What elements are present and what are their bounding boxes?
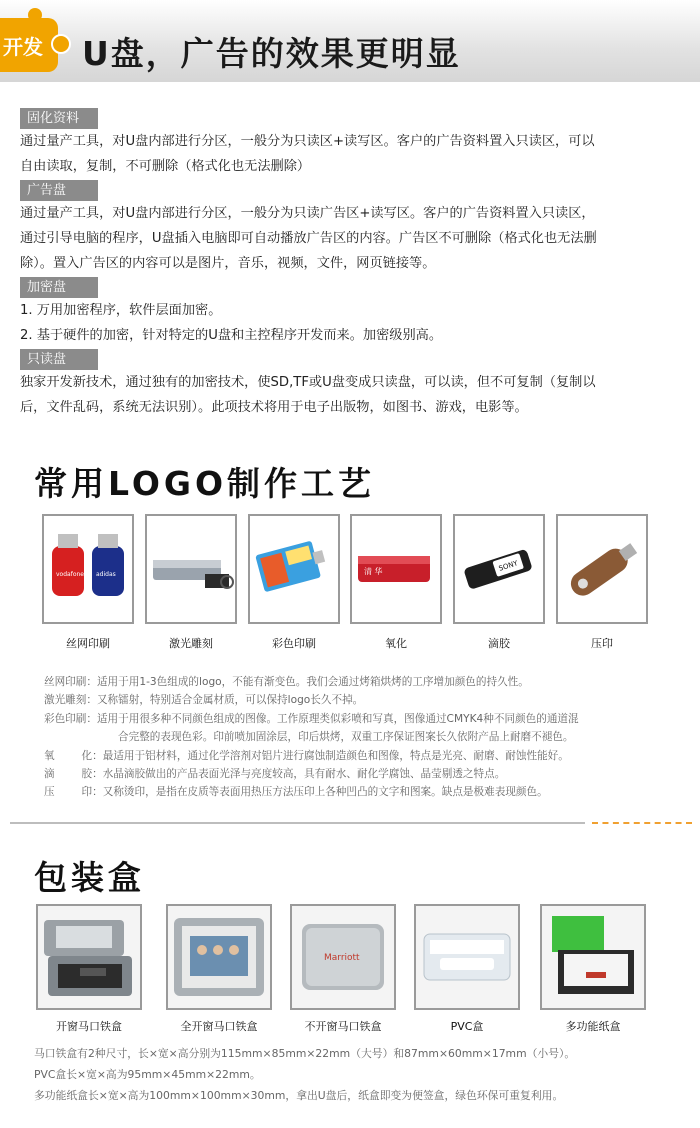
red-blue-usb-drives-icon [44,516,132,622]
desc-text: 合完整的表现色彩。印前喷加固涂层，印后烘烤，双重工序保证图案长久依附产品上耐磨不褪色。 [118,731,574,744]
logo-tile-silkscreen [42,514,134,624]
text-line: 2. 基于硬件的加密，针对特定的U盘和主控程序开发而来。加密级别高。 [20,328,443,343]
logo-label: 激光雕刻 [169,637,213,650]
text-line: 独家开发新技术，通过独有的加密技术，使SD,TF或U盘变成只读盘，可以读，但不可复制（复制以 [20,375,596,390]
text-line: 自由读取，复制，不可删除（格式化也无法删除） [20,159,311,174]
logo-tile-laser [145,514,237,624]
desc-row [44,747,579,765]
section-text-solidify [20,129,692,179]
desc-term: 氧 化 [44,749,93,762]
svg-text:adidas: adidas [96,571,116,578]
section-label-solidify: 固化资料 [20,108,98,129]
red-aluminum-usb-icon [352,516,440,622]
desc-term: 丝网印刷 [44,676,87,688]
section-label-readonly: 只读盘 [20,349,98,370]
full-window-tin-box-icon [168,906,270,1008]
black-epoxy-usb-icon [455,516,543,622]
desc-row [44,691,579,709]
logo-desc-list [44,673,579,802]
box-label: 多功能纸盒 [565,1020,621,1033]
desc-term: 彩色印刷 [44,712,87,725]
svg-text:清 华: 清 华 [364,567,383,576]
desc-term: 压 印 [44,786,93,799]
desc-row [44,765,579,783]
box-tile-open-window [36,904,142,1010]
logo-label: 丝网印刷 [66,637,110,650]
logo-tile-oxidation [350,514,442,624]
section-text-encrypt [20,298,692,348]
logo-tile-colorprint [248,514,340,624]
desc-text: ：适用于用1-3色组成的logo，不能有渐变色。我们会通过烤箱烘烤的工序增加颜色的持久性。 [86,676,529,688]
section-label-encrypt: 加密盘 [20,277,98,298]
pvc-box-icon [416,906,518,1008]
svg-text:SONY: SONY [497,559,519,573]
desc-row [44,783,579,801]
box-label: 全开窗马口铁盒 [180,1020,258,1033]
box-section-title: 包装盒 [34,858,145,897]
desc-row [44,728,579,746]
card-usb-icon [250,516,338,622]
section-label-ad: 广告盘 [20,180,98,201]
desc-text: ：又称镭射，特别适合金属材质，可以保持logo长久不掉。 [86,694,364,707]
divider [10,822,585,824]
logo-tile-epoxy [453,514,545,624]
metal-swivel-usb-icon [147,516,235,622]
text-line: 通过引导电脑的程序，U盘插入电脑即可自动播放广告区的内容。广告区不可删除（格式化也无法删 [20,231,597,246]
closed-tin-box-icon [292,906,394,1008]
text-line: 通过量产工具，对U盘内部进行分区，一般分为只读区+读写区。客户的广告资料置入只读区，可以 [20,134,595,149]
box-tile-closed [290,904,396,1010]
logo-label: 氧化 [385,637,407,650]
box-tile-paper [540,904,646,1010]
divider-accent [592,822,692,824]
box-label: PVC盒 [450,1020,484,1033]
puzzle-knob-icon [51,34,71,54]
text-line: 除）。置入广告区的内容可以是图片，音乐，视频，文件，网页链接等。 [20,256,436,271]
logo-tile-emboss [556,514,648,624]
box-tile-full-window [166,904,272,1010]
leather-usb-icon [558,516,646,622]
desc-text: ：又称烫印，是指在皮质等表面用热压方法压印上各种凹凸的文字和图案。缺点是极难表现颜色。 [92,786,548,799]
desc-text: ：适用于用很多种不同颜色组成的图像。工作原理类似彩喷和写真，图像通过CMYK4种不同颜色的通道混 [86,712,579,725]
box-note: PVC盒长×宽×高为95mm×45mm×22mm。 [34,1068,261,1081]
desc-text: ：最适用于铝材料，通过化学溶剂对铝片进行腐蚀制造颜色和图像，特点是光亮、耐磨、耐蚀性能好。 [92,749,569,762]
box-label: 不开窗马口铁盒 [304,1020,382,1033]
logo-section-title: 常用LOGO制作工艺 [34,464,376,503]
svg-text:vodafone: vodafone [56,571,84,578]
header-banner [0,0,700,82]
svg-text:Marriott: Marriott [324,953,360,963]
box-label: 开窗马口铁盒 [56,1020,122,1033]
page-title: U盘，广告的效果更明显 [82,34,461,73]
text-line: 1. 万用加密程序，软件层面加密。 [20,303,222,318]
desc-text: ：水晶滴胶做出的产品表面光泽与亮度较高，具有耐水、耐化学腐蚀、晶莹剔透之特点。 [92,768,506,781]
desc-term: 激光雕刻 [44,694,87,707]
box-note: 马口铁盒有2种尺寸，长×宽×高分别为115mm×85mm×22mm（大号）和87mm×60mm×17mm（小号）。 [34,1047,576,1060]
text-line: 通过量产工具，对U盘内部进行分区，一般分为只读广告区+读写区。客户的广告资料置入只读区， [20,206,595,221]
text-line: 后，文件乱码，系统无法识别）。此项技术将用于电子出版物，如图书、游戏，电影等。 [20,400,528,415]
section-text-ad [20,201,692,276]
desc-row [44,710,579,728]
box-tile-pvc [414,904,520,1010]
box-note: 多功能纸盒长×宽×高为100mm×100mm×30mm，拿出U盘后，纸盒即变为便签盒，绿色环保可重复利用。 [34,1089,564,1102]
desc-term: 滴 胶 [44,768,93,781]
box-notes [34,1043,575,1106]
paper-box-icon [542,906,644,1008]
logo-label: 滴胶 [488,637,510,650]
logo-label: 彩色印刷 [272,637,316,650]
open-window-tin-box-icon [38,906,140,1008]
badge-text: 开发 [3,35,43,59]
logo-label: 压印 [591,637,613,650]
desc-row [44,673,579,691]
section-text-readonly [20,370,692,420]
